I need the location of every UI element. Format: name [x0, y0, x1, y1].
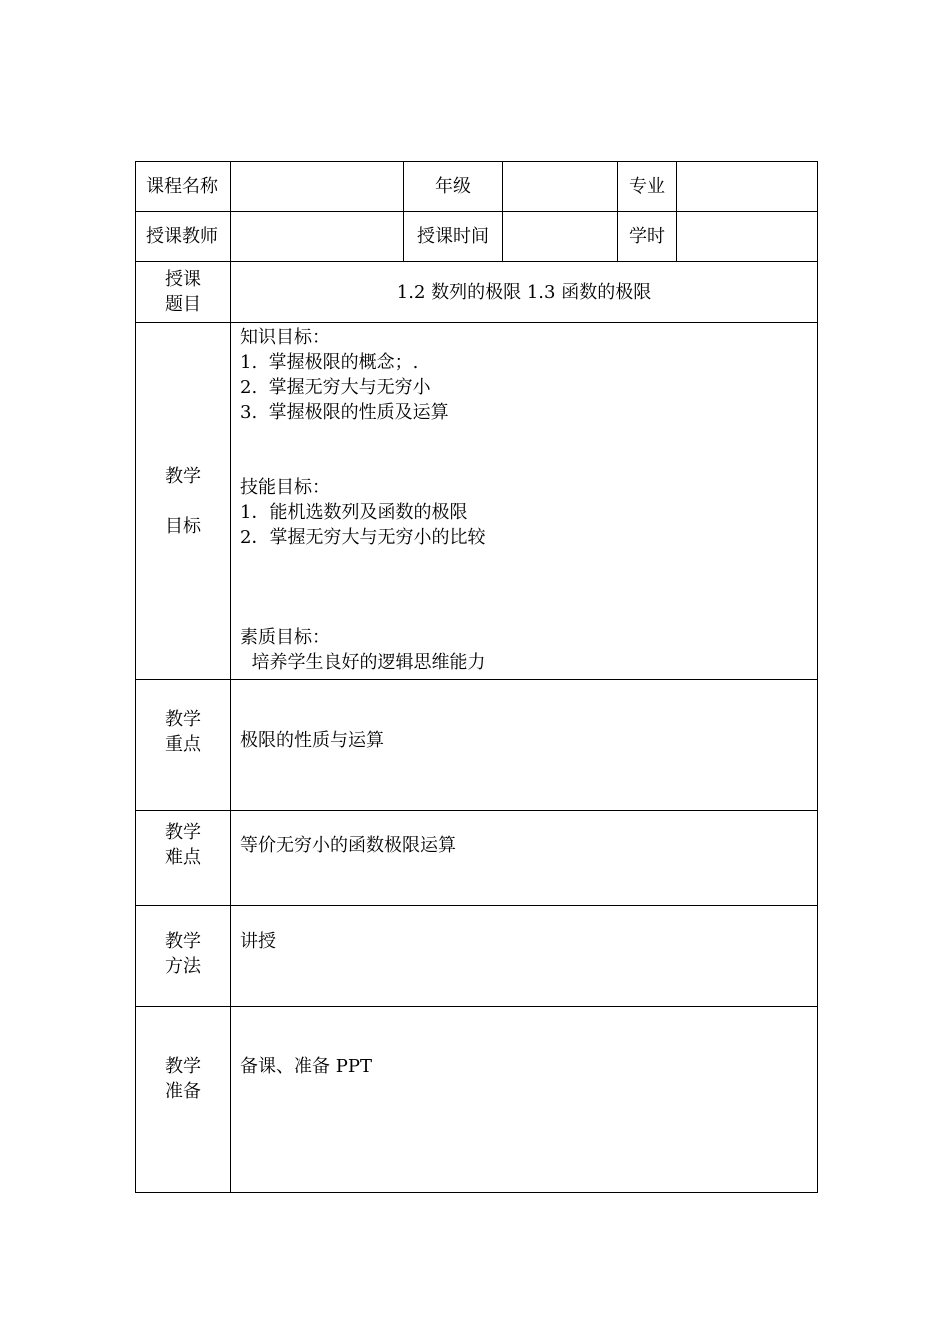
objectives-label-gap — [136, 489, 230, 514]
row-methods — [136, 906, 818, 1007]
knowledge-item: 1. 掌握极限的概念；. — [240, 352, 419, 373]
key-points-label-line1: 教学 — [165, 709, 201, 730]
objectives-label — [136, 323, 231, 680]
difficulties-value: 等价无穷小的函数极限运算 — [231, 811, 818, 906]
preparation-label — [136, 1007, 231, 1193]
objectives-label-line1: 教学 — [165, 465, 201, 487]
quality-title: 素质目标： — [240, 627, 330, 648]
preparation-value: 备课、准备 PPT — [231, 1007, 818, 1193]
skill-title: 技能目标： — [240, 477, 330, 498]
topic-label — [136, 262, 231, 323]
methods-label-line1: 教学 — [165, 931, 201, 952]
quality-text: 培养学生良好的逻辑思维能力 — [240, 652, 486, 673]
skill-item: 1．能机选数列及函数的极限 — [240, 502, 468, 523]
objectives-label-line2: 目标 — [165, 515, 201, 537]
knowledge-item: 3. 掌握极限的性质及运算 — [240, 402, 449, 423]
row-preparation — [136, 1007, 818, 1193]
time-label: 授课时间 — [404, 212, 503, 262]
row-key-points — [136, 680, 818, 811]
row-objectives — [136, 323, 818, 680]
methods-label — [136, 906, 231, 1007]
lesson-plan-table — [135, 161, 818, 1193]
grade-cell[interactable] — [503, 162, 618, 212]
topic-label-line2: 题目 — [165, 294, 201, 315]
major-label: 专业 — [618, 162, 677, 212]
knowledge-item: 2. 掌握无穷大与无穷小 — [240, 377, 431, 398]
difficulties-label — [136, 811, 231, 906]
knowledge-title: 知识目标： — [240, 327, 330, 348]
teacher-cell[interactable] — [231, 212, 404, 262]
methods-value: 讲授 — [231, 906, 818, 1007]
spacer — [240, 550, 808, 625]
topic-value: 1.2 数列的极限 1.3 函数的极限 — [231, 262, 818, 323]
difficulties-label-line1: 教学 — [165, 822, 201, 843]
row-teacher-info — [136, 212, 818, 262]
row-topic — [136, 262, 818, 323]
key-points-value: 极限的性质与运算 — [231, 680, 818, 811]
major-cell[interactable] — [677, 162, 818, 212]
teacher-label: 授课教师 — [136, 212, 231, 262]
key-points-label-line2: 重点 — [165, 734, 201, 755]
course-name-cell[interactable] — [231, 162, 404, 212]
objectives-content — [231, 323, 818, 680]
key-points-label — [136, 680, 231, 811]
row-difficulties — [136, 811, 818, 906]
topic-label-line1: 授课 — [165, 269, 201, 290]
time-cell[interactable] — [503, 212, 618, 262]
difficulties-label-line2: 难点 — [165, 847, 201, 868]
grade-label: 年级 — [404, 162, 503, 212]
methods-label-line2: 方法 — [165, 956, 201, 977]
row-course-info — [136, 162, 818, 212]
preparation-label-line2: 准备 — [165, 1081, 201, 1102]
course-name-label: 课程名称 — [136, 162, 231, 212]
skill-item: 2．掌握无穷大与无穷小的比较 — [240, 527, 486, 548]
spacer — [240, 425, 808, 475]
hours-label: 学时 — [618, 212, 677, 262]
hours-cell[interactable] — [677, 212, 818, 262]
preparation-label-line1: 教学 — [165, 1056, 201, 1077]
